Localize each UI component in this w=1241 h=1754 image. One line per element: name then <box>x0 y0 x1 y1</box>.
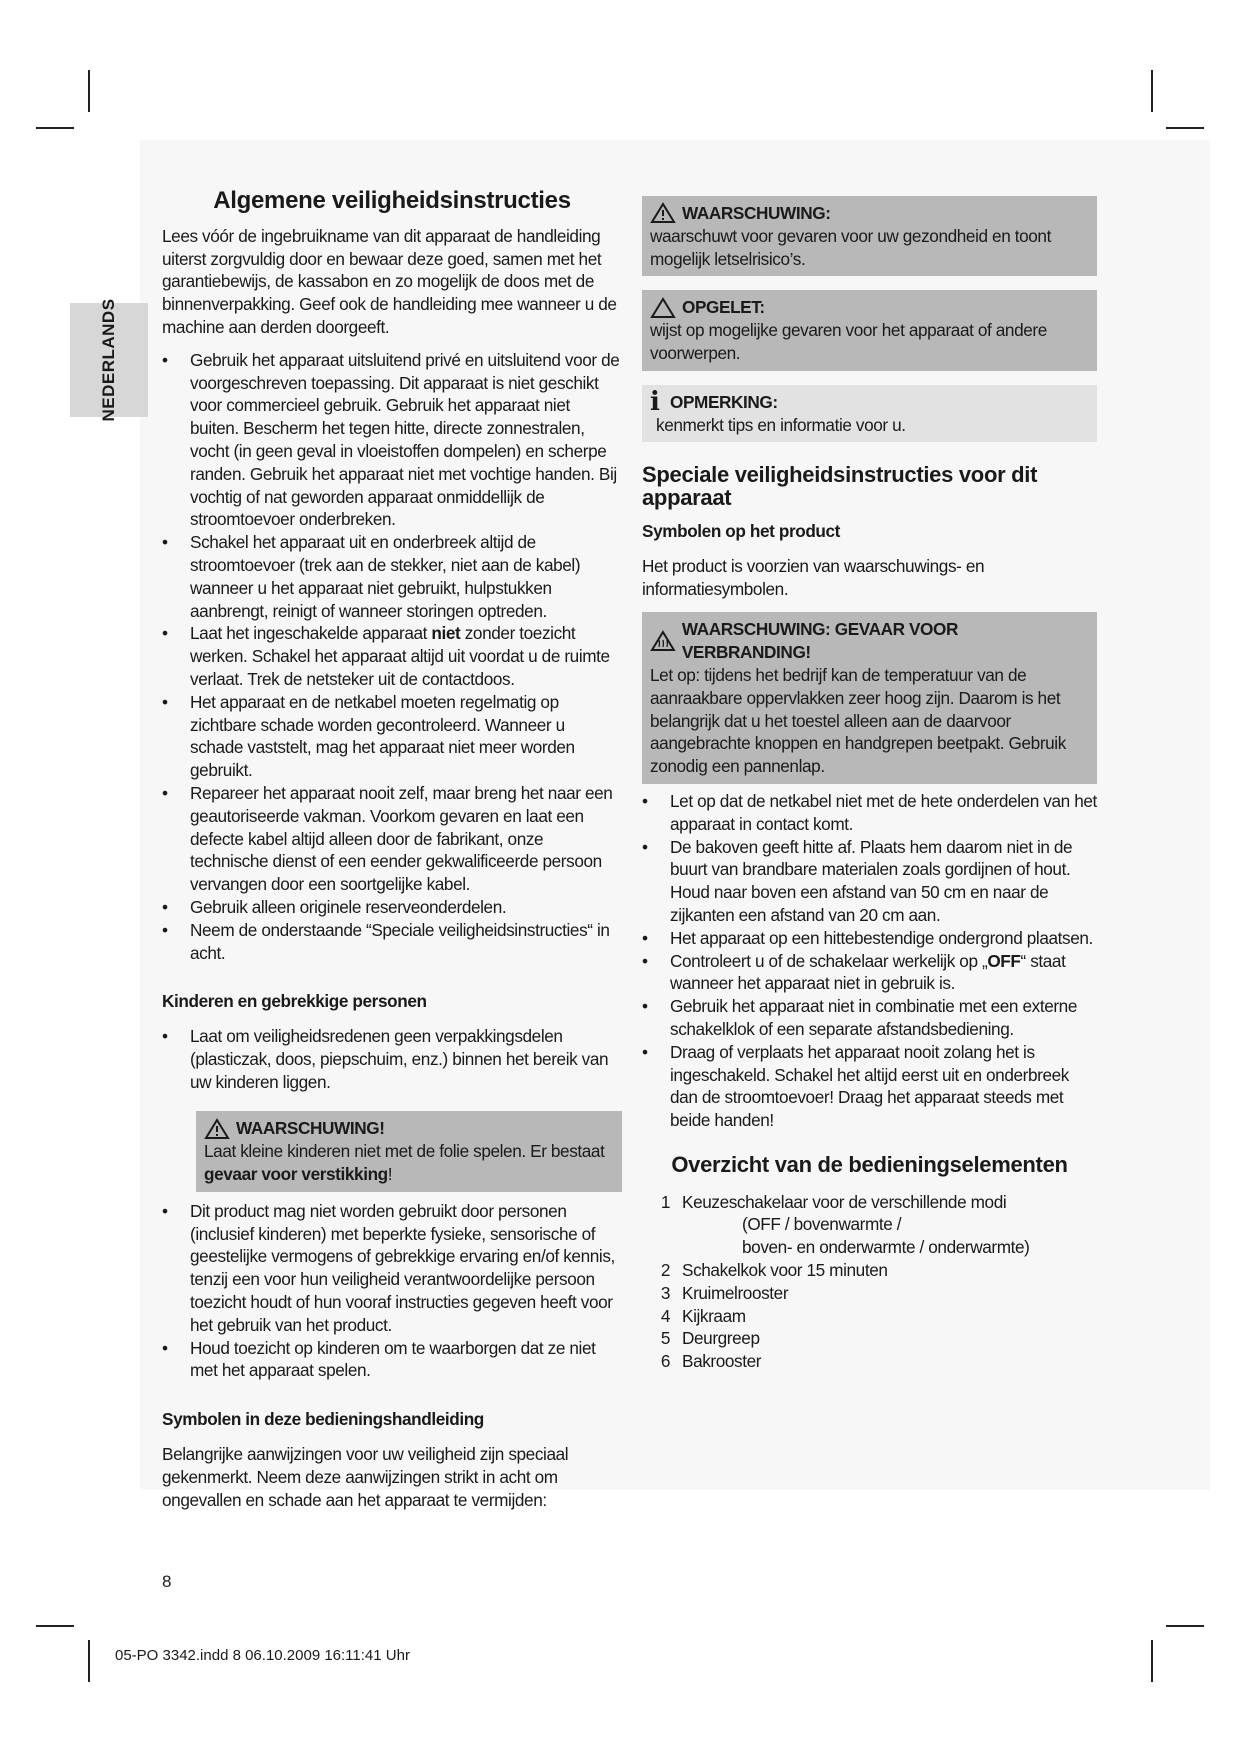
warning-legend-heading: WAARSCHUWING: <box>682 203 831 223</box>
left-column <box>162 187 622 1511</box>
list-item: • Gebruik het apparaat niet in combinatie met een externe schakelklok of een separate afstandsbediening. <box>642 995 1097 1041</box>
list-item: 4 Kijkraam <box>660 1305 746 1326</box>
list-item: • Laat om veiligheidsredenen geen verpakkingsdelen (plasticzak, doos, piepschuim, enz.) binnen het bereik van uw kinderen liggen. <box>162 1025 622 1093</box>
list-item: • Gebruik het apparaat uitsluitend privé en uitsluitend voor de voorgeschreven toepassing. Dit apparaat is niet geschikt voor commercieel gebruik. Gebruik het apparaat niet buiten. Bescherm het tegen hitte, directe zonnestralen, vocht (in geen geval in vloeistoffen dompelen) en scherpe randen. Gebruik het apparaat niet met vochtige handen. Bij vochtig of nat geworden apparaat onmiddellijk de stroomtoevoer onderbreken. <box>162 349 622 531</box>
note-legend-text: kenmerkt tips en informatie voor u. <box>656 414 906 435</box>
list-item: • De bakoven geeft hitte af. Plaats hem daarom niet in de buurt van brandbare materialen zoals gordijnen of hout. Houd naar boven een afstand van 50 cm en naar de zijkanten een afstand van 20 cm aan. <box>642 836 1097 927</box>
symbols-paragraph: Belangrijke aanwijzingen voor uw veiligheid zijn speciaal gekenmerkt. Neem deze aanwijzingen strikt in acht om ongevallen en schade aan het apparaat te vermijden: <box>162 1444 569 1510</box>
intro-paragraph: Lees vóór de ingebruikname van dit apparaat de handleiding uiterst zorgvuldig door en bewaar deze goed, samen met het garantiebewijs, de kassabon en zo mogelijk de doos met de binnenverpakking. Geef ook de handleiding mee wanneer u de machine aan derden doorgeeft. <box>162 225 617 337</box>
note-legend-box <box>642 385 1097 443</box>
overview-list <box>642 1191 1097 1373</box>
crop-mark <box>1151 70 1153 112</box>
list-item: • Draag of verplaats het apparaat nooit zolang het is ingeschakeld. Schakel het altijd eerst uit en onderbreek dan de stroomtoevoer! Draag het apparaat steeds met beide handen! <box>642 1041 1097 1132</box>
list-item: • Houd toezicht op kinderen om te waarborgen dat ze niet met het apparaat spelen. <box>162 1337 622 1383</box>
list-item: • Gebruik alleen originele reserveonderdelen. <box>162 896 622 919</box>
list-item: 2 Schakelkok voor 15 minuten <box>660 1260 888 1281</box>
list-item: • Repareer het apparaat nooit zelf, maar breng het naar een geautoriseerde vakman. Voorkom gevaren en laat een defecte kabel altijd alleen door de fabrikant, onze technische dienst of een eender gekwalificeerde persoon vervangen door een soortgelijke kabel. <box>162 782 622 896</box>
warning-box-text: Laat kleine kinderen niet met de folie spelen. Er bestaat gevaar voor verstikking! <box>204 1141 605 1185</box>
page-number: 8 <box>162 1572 172 1591</box>
children-list-2 <box>162 1200 622 1382</box>
list-item: • Het apparaat en de netkabel moeten regelmatig op zichtbare schade worden gecontroleerd. Wanneer u schade vaststelt, mag het apparaat niet meer worden gebruikt. <box>162 691 622 782</box>
crop-mark <box>88 1640 90 1682</box>
caution-legend-box <box>642 290 1097 370</box>
overview-title: Overzicht van de bedieningselementen <box>671 1151 1068 1177</box>
list-item: 5 Deurgreep <box>660 1328 760 1349</box>
list-item: 1 Keuzeschakelaar voor de verschillende modi <box>660 1191 1007 1212</box>
list-item: • Laat het ingeschakelde apparaat niet zonder toezicht werken. Schakel het apparaat altijd uit voordat u de ruimte verlaat. Trek de netsteker uit de contactdoos. <box>162 622 622 690</box>
crop-mark <box>1151 1640 1153 1682</box>
special-safety-list <box>642 790 1097 1132</box>
language-tab <box>70 298 148 422</box>
list-item: • Neem de onderstaande “Speciale veiligheidsinstructies“ in acht. <box>162 919 622 965</box>
product-symbols-heading: Symbolen op het product <box>642 520 841 541</box>
list-item: 6 Bakrooster <box>660 1351 762 1372</box>
general-safety-title: Algemene veiligheidsinstructies <box>213 187 571 214</box>
warning-legend-text: waarschuwt voor gevaren voor uw gezondheid en toont mogelijk letselrisico’s. <box>650 225 1051 269</box>
warning-icon <box>204 1118 230 1140</box>
note-legend-heading: OPMERKING: <box>670 391 778 412</box>
list-item: boven- en onderwarmte / onderwarmte) <box>742 1237 1030 1258</box>
language-tab-label: NEDERLANDS <box>99 298 118 422</box>
list-item: 3 Kruimelrooster <box>660 1282 789 1303</box>
children-heading: Kinderen en gebrekkige personen <box>162 991 427 1012</box>
burn-warning-heading: WAARSCHUWING: GEVAAR VOOR VERBRANDING! <box>681 619 958 663</box>
warning-icon <box>650 202 676 224</box>
hot-surface-warning-icon <box>650 630 676 652</box>
list-item: (OFF / bovenwarmte / <box>742 1214 902 1235</box>
caution-legend-heading: OPGELET: <box>682 297 765 318</box>
warning-legend-box <box>642 196 1097 276</box>
special-safety-title: Speciale veiligheidsinstructies voor dit apparaat <box>642 462 1038 511</box>
caution-legend-text: wijst op mogelijke gevaren voor het apparaat of andere voorwerpen. <box>650 320 1047 363</box>
product-symbols-paragraph: Het product is voorzien van waarschuwings- en informatiesymbolen. <box>642 555 985 599</box>
children-list <box>162 1025 622 1093</box>
symbols-heading: Symbolen in deze bedieningshandleiding <box>162 1409 484 1430</box>
list-item: • Schakel het apparaat uit en onderbreek altijd de stroomtoevoer (trek aan de stekker, niet aan de kabel) wanneer u het apparaat niet gebruikt, hulpstukken aanbrengt, reinigt of wanneer storingen optreden. <box>162 531 622 622</box>
burn-warning-text: Let op: tijdens het bedrijf kan de temperatuur van de aanraakbare oppervlakken zeer hoog zijn. Daarom is het belangrijk dat u het toestel alleen aan de daarvoor aangebrachte knoppen en handgrepen beetpakt. Gebruik zonodig een pannenlap. <box>650 664 1066 777</box>
list-item: • Let op dat de netkabel niet met de hete onderdelen van het apparaat in contact komt. <box>642 790 1097 836</box>
suffocation-warning-box <box>196 1111 622 1191</box>
safety-list <box>162 349 622 965</box>
crop-mark <box>1166 1625 1204 1627</box>
caution-icon <box>650 297 676 319</box>
burn-warning-box <box>642 612 1097 784</box>
crop-mark <box>36 1625 74 1627</box>
crop-mark <box>88 70 90 112</box>
crop-mark <box>36 127 74 129</box>
warning-box-heading: WAARSCHUWING! <box>236 1118 385 1139</box>
info-icon: i <box>650 387 660 418</box>
crop-mark <box>1166 127 1204 129</box>
list-item: • Het apparaat op een hittebestendige ondergrond plaatsen. <box>642 927 1097 950</box>
print-footer: 05-PO 3342.indd 8 06.10.2009 16:11:41 Uhr <box>115 1647 410 1664</box>
list-item: • Dit product mag niet worden gebruikt door personen (inclusief kinderen) met beperkte fysieke, sensorische of geestelijke vermogens of gebrekkige ervaring en/of kennis, tenzij een voor hun veiligheid verantwoordelijke persoon toezicht houdt of hun vooraf instructies gegeven heeft voor het gebruik van het product. <box>162 1200 622 1337</box>
right-column <box>642 196 1097 1373</box>
list-item: • Controleert u of de schakelaar werkelijk op „OFF“ staat wanneer het apparaat niet in gebruik is. <box>642 950 1097 996</box>
